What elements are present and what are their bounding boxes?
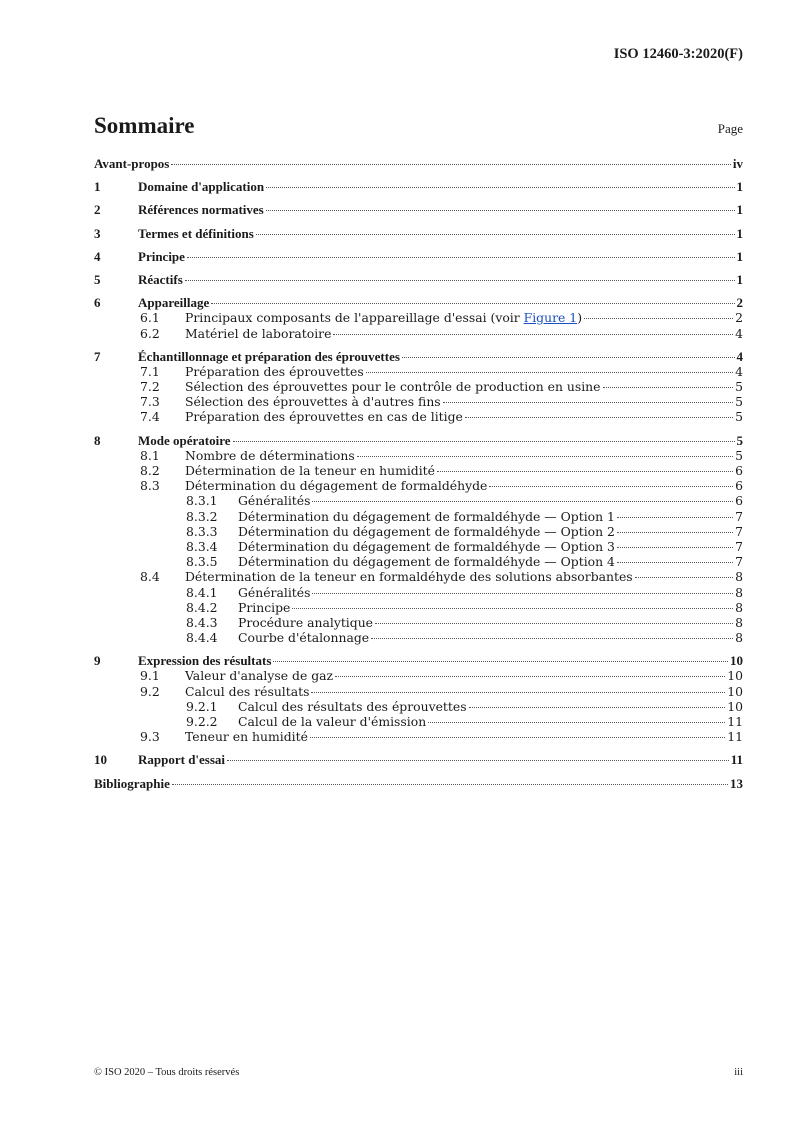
toc-entry[interactable] [94,539,743,554]
toc-entry-number: 8.3 [140,478,160,494]
toc-entry-number: 5 [94,271,101,287]
toc-entry-page: 5 [735,447,743,463]
toc-entry-page: 11 [727,714,743,729]
toc-entry-title: Principaux composants de l'appareillage d'essai (voir [185,310,524,326]
page-title: Sommaire [94,113,195,138]
dot-leader [402,357,735,358]
dot-leader [227,760,729,761]
toc-entry-title: Rapport d'essai [138,752,226,768]
toc-entry-number: 6.2 [140,325,160,341]
toc-entry[interactable] [94,433,743,448]
toc-entry-number: 4 [94,248,101,264]
toc-entry-page: 7 [735,523,743,539]
toc-entry[interactable] [94,776,743,791]
toc-entry-number: 8.4.3 [186,614,218,630]
toc-entry-page: 5 [736,432,743,448]
toc-entry-title: Appareillage [138,295,210,311]
toc-entry[interactable] [94,226,743,241]
toc-entry-number: 7.4 [140,409,160,425]
toc-entry-title: Détermination de la teneur en formaldéhyde des solutions absorbantes [185,569,633,585]
toc-entry-page: 2 [735,310,743,326]
toc-entry[interactable] [94,752,743,767]
table-of-contents [94,156,743,791]
toc-entry-number: 8.2 [140,463,160,478]
toc-entry-number: 9 [94,653,101,669]
toc-entry[interactable] [94,684,743,699]
toc-entry[interactable] [94,668,743,683]
toc-entry[interactable] [94,326,743,341]
toc-entry-page: 7 [735,554,743,570]
toc-entry-number: 9.3 [140,729,160,745]
dot-leader [233,441,735,442]
toc-entry-title: Expression des résultats [138,653,272,669]
toc-entry-number: 6.1 [140,310,160,326]
toc-entry[interactable] [94,729,743,744]
toc-entry-page: 7 [735,538,743,554]
toc-entry-page: 8 [735,614,743,630]
toc-entry-number: 2 [94,202,101,218]
title-row [94,113,743,139]
toc-entry-number: 8.4.1 [186,584,218,600]
toc-entry-number: 9.2.2 [186,714,218,729]
toc-entry-page: 1 [736,179,743,195]
toc-entry-page: 11 [727,729,743,745]
toc-entry[interactable] [94,524,743,539]
toc-entry-title: Bibliographie [94,775,170,791]
toc-entry-page: 6 [735,493,743,509]
dot-leader [187,257,735,258]
toc-entry-title: Teneur en humidité [185,729,308,745]
toc-entry-title: Mode opératoire [138,432,231,448]
toc-entry-page: 7 [735,508,743,524]
dot-leader [489,486,733,487]
toc-entry-number: 8.3.4 [186,538,218,554]
toc-entry-page: 4 [735,325,743,341]
dot-leader [312,501,733,502]
toc-entry-page: 1 [736,271,743,287]
toc-entry[interactable] [94,295,743,310]
dot-leader [310,737,725,738]
toc-entry-title: Matériel de laboratoire [185,325,332,341]
toc-entry-number: 9.2.1 [186,698,218,714]
toc-entry[interactable] [94,463,743,478]
toc-entry-title-suffix: ) [577,310,583,326]
toc-entry-title: Échantillonnage et préparation des éprouvettes [138,348,400,364]
toc-entry[interactable] [94,478,743,493]
toc-entry-title: Courbe d'étalonnage [238,630,370,646]
dot-leader [273,661,728,662]
toc-entry[interactable] [94,249,743,264]
dot-leader [185,280,735,281]
dot-leader [266,210,735,211]
toc-entry-number: 8.3.2 [186,508,218,524]
toc-entry[interactable] [94,714,743,729]
toc-entry-number: 8.3.3 [186,523,218,539]
toc-entry[interactable] [94,554,743,569]
toc-entry-title: Termes et définitions [138,225,254,241]
toc-entry[interactable] [94,409,743,424]
dot-leader [375,623,733,624]
toc-entry-number: 7.1 [140,363,160,379]
footer-page-number: iii [734,1067,743,1078]
dot-leader [635,577,733,578]
toc-entry-title: Préparation des éprouvettes en cas de litige [185,409,463,425]
toc-entry[interactable] [94,349,743,364]
toc-entry-title: Domaine d'application [138,179,265,195]
toc-entry-title: Principe [238,599,291,615]
dot-leader [437,471,733,472]
toc-entry-title: Références normatives [138,202,264,218]
figure-link[interactable]: Figure 1 [523,310,578,326]
toc-entry-number: 8.1 [140,447,160,463]
toc-entry-number: 7.3 [140,394,160,410]
toc-entry[interactable] [94,600,743,615]
toc-entry-title: Calcul des résultats [185,683,310,699]
toc-entry-page: 2 [736,295,743,311]
dot-leader [617,532,733,533]
toc-entry-page: 11 [730,752,743,768]
toc-entry-page: 5 [735,409,743,425]
toc-entry-title: Calcul des résultats des éprouvettes [238,698,467,714]
dot-leader [357,456,733,457]
dot-leader [171,164,731,165]
toc-entry-number: 7.2 [140,379,160,395]
dot-leader [172,784,728,785]
dot-leader [266,187,734,188]
toc-entry-title: Calcul de la valeur d'émission [238,714,427,729]
toc-entry[interactable] [94,156,743,171]
dot-leader [617,547,733,548]
toc-entry[interactable] [94,493,743,508]
toc-entry-title: Réactifs [138,271,183,287]
toc-entry-page: 10 [727,668,743,684]
toc-entry-page: 10 [730,653,743,669]
toc-entry-page: 1 [736,202,743,218]
dot-leader [211,303,734,304]
toc-entry[interactable] [94,699,743,714]
toc-entry-title: Valeur d'analyse de gaz [185,668,334,684]
toc-entry-page: 13 [730,775,743,791]
toc-entry-page: iv [732,156,743,171]
toc-entry-title: Préparation des éprouvettes [185,363,364,379]
toc-entry-title: Avant-propos [94,156,170,171]
toc-entry-number: 8.4.4 [186,630,218,646]
toc-entry-number: 7 [94,348,101,364]
toc-entry[interactable] [94,364,743,379]
toc-entry-number: 8 [94,432,101,448]
dot-leader [371,638,733,639]
toc-entry-title: Nombre de déterminations [185,447,355,463]
toc-entry-title: Détermination du dégagement de formaldéhyde — Option 2 [238,523,615,539]
toc-entry[interactable] [94,379,743,394]
dot-leader [256,234,735,235]
toc-entry-number: 6 [94,295,101,311]
toc-entry-page: 4 [736,348,743,364]
dot-leader [617,517,733,518]
toc-entry-number: 9.2 [140,683,160,699]
dot-leader [428,722,725,723]
toc-entry-number: 8.3.5 [186,554,218,570]
toc-entry-number: 1 [94,179,101,195]
toc-entry-page: 4 [735,363,743,379]
dot-leader [584,318,733,319]
toc-entry[interactable] [94,585,743,600]
toc-entry-page: 6 [735,478,743,494]
toc-entry[interactable] [94,615,743,630]
toc-entry-page: 1 [736,225,743,241]
document-id: ISO 12460-3:2020(F) [613,46,743,62]
dot-leader [443,402,733,403]
toc-entry-page: 5 [735,379,743,395]
toc-entry-title: Détermination du dégagement de formaldéhyde [185,478,488,494]
toc-entry-title: Principe [138,248,185,264]
dot-leader [292,608,733,609]
toc-entry[interactable] [94,179,743,194]
dot-leader [333,334,733,335]
toc-entry[interactable] [94,310,743,325]
toc-entry[interactable] [94,202,743,217]
dot-leader [465,417,733,418]
toc-entry-number: 3 [94,225,101,241]
toc-entry-title: Procédure analytique [238,614,374,630]
toc-entry-title: Détermination du dégagement de formaldéhyde — Option 1 [238,508,615,524]
toc-entry[interactable] [94,394,743,409]
toc-entry[interactable] [94,509,743,524]
dot-leader [312,593,733,594]
toc-entry-number: 8.4.2 [186,599,218,615]
toc-entry[interactable] [94,653,743,668]
toc-entry-number: 8.4 [140,569,160,585]
toc-entry-page: 8 [735,599,743,615]
page-column-label: Page [717,121,743,136]
footer-copyright: © ISO 2020 – Tous droits réservés [94,1067,240,1078]
toc-entry-page: 8 [735,569,743,585]
toc-entry[interactable] [94,272,743,287]
toc-entry[interactable] [94,448,743,463]
toc-entry-number: 10 [94,752,107,768]
toc-entry-title: Généralités [238,584,311,600]
toc-entry-number: 8.3.1 [186,493,218,509]
dot-leader [617,562,733,563]
dot-leader [335,676,725,677]
toc-entry-page: 8 [735,630,743,646]
toc-entry-page: 10 [727,698,743,714]
toc-entry-title: Sélection des éprouvettes pour le contrôle de production en usine [185,379,601,395]
toc-entry-page: 6 [735,463,743,478]
toc-entry-number: 9.1 [140,668,160,684]
toc-entry-page: 5 [735,394,743,410]
toc-entry-page: 10 [727,683,743,699]
toc-entry-title: Sélection des éprouvettes à d'autres fins [185,394,441,410]
dot-leader [603,387,734,388]
dot-leader [366,372,733,373]
toc-entry[interactable] [94,630,743,645]
dot-leader [311,692,725,693]
dot-leader [469,707,726,708]
toc-entry-title: Détermination du dégagement de formaldéhyde — Option 4 [238,554,615,570]
toc-entry[interactable] [94,569,743,584]
toc-entry-page: 1 [736,248,743,264]
toc-entry-title: Détermination de la teneur en humidité [185,463,435,478]
toc-entry-page: 8 [735,584,743,600]
toc-entry-title: Généralités [238,493,311,509]
toc-entry-title: Détermination du dégagement de formaldéhyde — Option 3 [238,538,615,554]
